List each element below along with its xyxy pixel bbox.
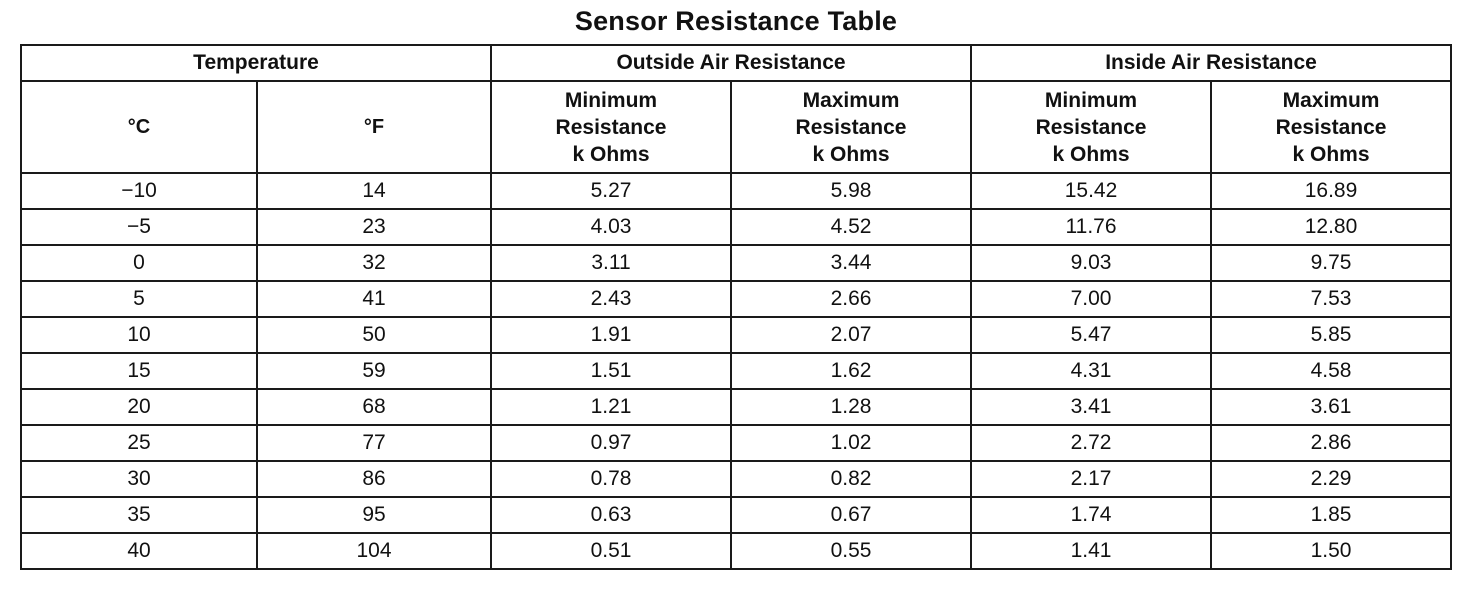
inside-min-cell: 3.41 xyxy=(971,389,1211,425)
celsius-cell: 30 xyxy=(21,461,257,497)
outside-max-cell: 2.07 xyxy=(731,317,971,353)
table-row xyxy=(21,533,1451,569)
table-row xyxy=(21,425,1451,461)
table-row xyxy=(21,281,1451,317)
inside-max-resistance-header xyxy=(1211,81,1451,173)
fahrenheit-cell: 68 xyxy=(257,389,491,425)
table-row xyxy=(21,209,1451,245)
outside-min-cell: 0.97 xyxy=(491,425,731,461)
outside-min-cell: 1.91 xyxy=(491,317,731,353)
fahrenheit-cell: 23 xyxy=(257,209,491,245)
inside-min-cell: 15.42 xyxy=(971,173,1211,209)
celsius-cell: 10 xyxy=(21,317,257,353)
header-line: Resistance xyxy=(1035,115,1147,139)
table-row xyxy=(21,389,1451,425)
outside-air-resistance-header: Outside Air Resistance xyxy=(491,45,971,81)
inside-max-cell: 9.75 xyxy=(1211,245,1451,281)
inside-max-cell: 12.80 xyxy=(1211,209,1451,245)
inside-min-cell: 2.72 xyxy=(971,425,1211,461)
outside-min-cell: 2.43 xyxy=(491,281,731,317)
inside-min-cell: 1.74 xyxy=(971,497,1211,533)
outside-max-cell: 5.98 xyxy=(731,173,971,209)
inside-min-cell: 4.31 xyxy=(971,353,1211,389)
outside-min-cell: 4.03 xyxy=(491,209,731,245)
table-row xyxy=(21,317,1451,353)
header-line: Minimum xyxy=(564,88,658,112)
inside-min-cell: 11.76 xyxy=(971,209,1211,245)
outside-min-cell: 0.51 xyxy=(491,533,731,569)
inside-min-cell: 2.17 xyxy=(971,461,1211,497)
celsius-cell: −5 xyxy=(21,209,257,245)
celsius-cell: 15 xyxy=(21,353,257,389)
table-body xyxy=(21,173,1451,569)
fahrenheit-cell: 95 xyxy=(257,497,491,533)
inside-max-cell: 3.61 xyxy=(1211,389,1451,425)
outside-max-cell: 1.02 xyxy=(731,425,971,461)
outside-max-cell: 3.44 xyxy=(731,245,971,281)
outside-max-cell: 0.55 xyxy=(731,533,971,569)
fahrenheit-cell: 41 xyxy=(257,281,491,317)
inside-min-cell: 7.00 xyxy=(971,281,1211,317)
outside-max-cell: 0.67 xyxy=(731,497,971,533)
inside-max-cell: 2.29 xyxy=(1211,461,1451,497)
inside-max-cell: 5.85 xyxy=(1211,317,1451,353)
celsius-header: °C xyxy=(21,81,257,173)
inside-min-cell: 9.03 xyxy=(971,245,1211,281)
outside-min-cell: 1.51 xyxy=(491,353,731,389)
table-row xyxy=(21,245,1451,281)
fahrenheit-cell: 32 xyxy=(257,245,491,281)
fahrenheit-cell: 14 xyxy=(257,173,491,209)
inside-max-cell: 4.58 xyxy=(1211,353,1451,389)
column-header-row xyxy=(21,81,1451,173)
outside-min-cell: 5.27 xyxy=(491,173,731,209)
inside-max-cell: 1.85 xyxy=(1211,497,1451,533)
outside-min-cell: 1.21 xyxy=(491,389,731,425)
inside-max-cell: 16.89 xyxy=(1211,173,1451,209)
outside-min-cell: 0.78 xyxy=(491,461,731,497)
header-line: Resistance xyxy=(1275,115,1387,139)
header-line: k Ohms xyxy=(572,142,650,166)
header-line: k Ohms xyxy=(1292,142,1370,166)
celsius-cell: 5 xyxy=(21,281,257,317)
header-line: Resistance xyxy=(555,115,667,139)
header-line: Resistance xyxy=(795,115,907,139)
inside-max-cell: 1.50 xyxy=(1211,533,1451,569)
outside-max-cell: 1.28 xyxy=(731,389,971,425)
celsius-cell: 35 xyxy=(21,497,257,533)
fahrenheit-cell: 59 xyxy=(257,353,491,389)
header-line: Minimum xyxy=(1044,88,1138,112)
celsius-cell: −10 xyxy=(21,173,257,209)
inside-air-resistance-header: Inside Air Resistance xyxy=(971,45,1451,81)
outside-min-cell: 0.63 xyxy=(491,497,731,533)
header-line: k Ohms xyxy=(1052,142,1130,166)
table-row xyxy=(21,497,1451,533)
header-line: Maximum xyxy=(1282,88,1380,112)
inside-max-cell: 2.86 xyxy=(1211,425,1451,461)
outside-max-cell: 1.62 xyxy=(731,353,971,389)
celsius-cell: 25 xyxy=(21,425,257,461)
header-line: Maximum xyxy=(802,88,900,112)
fahrenheit-header: °F xyxy=(257,81,491,173)
temperature-group-header: Temperature xyxy=(21,45,491,81)
table-row xyxy=(21,461,1451,497)
inside-min-cell: 5.47 xyxy=(971,317,1211,353)
inside-min-cell: 1.41 xyxy=(971,533,1211,569)
outside-min-resistance-header xyxy=(491,81,731,173)
celsius-cell: 0 xyxy=(21,245,257,281)
table-row xyxy=(21,173,1451,209)
outside-min-cell: 3.11 xyxy=(491,245,731,281)
fahrenheit-cell: 77 xyxy=(257,425,491,461)
fahrenheit-cell: 104 xyxy=(257,533,491,569)
header-line: k Ohms xyxy=(812,142,890,166)
table-title: Sensor Resistance Table xyxy=(574,6,898,36)
fahrenheit-cell: 86 xyxy=(257,461,491,497)
outside-max-cell: 0.82 xyxy=(731,461,971,497)
sensor-resistance-table xyxy=(20,44,1452,570)
inside-max-cell: 7.53 xyxy=(1211,281,1451,317)
outside-max-cell: 4.52 xyxy=(731,209,971,245)
outside-max-cell: 2.66 xyxy=(731,281,971,317)
table-row xyxy=(21,353,1451,389)
outside-max-resistance-header xyxy=(731,81,971,173)
fahrenheit-cell: 50 xyxy=(257,317,491,353)
celsius-cell: 40 xyxy=(21,533,257,569)
inside-min-resistance-header xyxy=(971,81,1211,173)
celsius-cell: 20 xyxy=(21,389,257,425)
group-header-row xyxy=(21,45,1451,81)
